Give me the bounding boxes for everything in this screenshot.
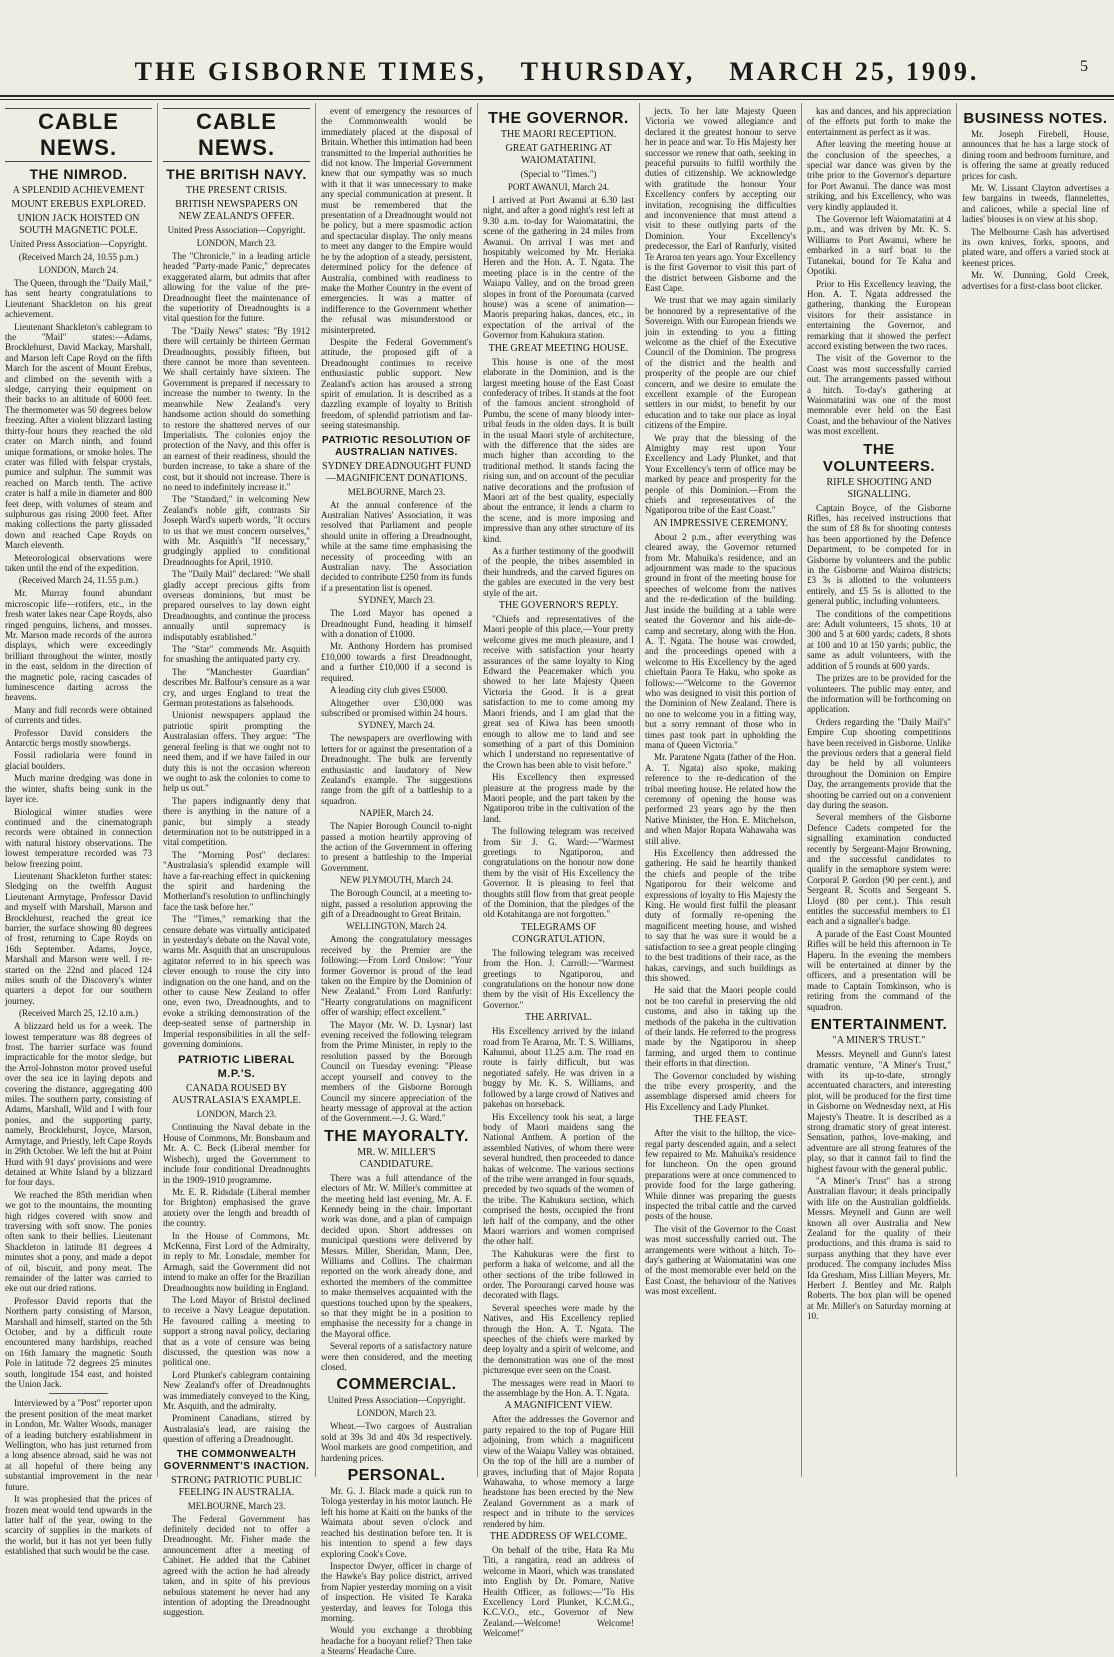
paragraph: Messrs. Meynell and Gunn's latest dramatic venture, "A Miner's Trust," with its up-to-date, strongly accentuated characters, and interesting plot, will be produced for the first time in Gisborne on Wednesday next, at His Majesty's Theatre. It is described as a strong dramatic story of great interest. Sensation, pathos, love-making, and adventure are all strong features of the play, so that it cannot fail to find the highest favour with the general public.: [807, 1049, 951, 1174]
paragraph: Interviewed by a "Post" reporter upon the present position of the meat market in London, Mr. Walter Woods, manager of a leading butchery establishment in Wellington, who has just returned from a long absence abroad, said he was not at all hopeful of there being any substantial improvement in the near future.: [5, 1398, 152, 1492]
paragraph: The Queen, through the "Daily Mail," has sent hearty congratulations to Lieutenant Shackleton on his great achievement.: [5, 278, 152, 320]
paragraph: At the annual conference of the Australian Natives' Association, it was resolved that Parliament and people should unite in offering a Dreadnought, while at the same time emphasising the necessity of proceeding with an Australian navy. The Association decided to contribute £250 from its funds if a presentation list is opened.: [321, 499, 472, 593]
paragraph: I arrived at Port Awanui at 6.30 last night, and after a good night's rest left at 9.30 a.m. to-day for Waiomatatini, the scene of the gathering in 24 miles from Awanui. On arrival I was met and hospitably welcomed by Mr. Heriaka Heren and the Hon. A. T. Ngata. The meeting place is in the centre of the Waiapu Valley, and on the broad green slopes in front of the Poroumata (carved house) was a scene of animation—Maoris preparing hakas, dances, etc., in expectation of the arrival of the Governor from Kahukura station.: [483, 195, 634, 341]
paragraph: Continuing the Naval debate in the House of Commons, Mr. Bonsbaum and Mr. A. C. Beck (Liberal member for Wisbech), urged the Government to include four conditional Dreadnoughts in the 1909-1910 programme.: [163, 1122, 310, 1185]
paragraph: Would you exchange a throbbing headache for a buoyant relief? Then take a Stearns' Headache Cure.: [321, 1625, 472, 1657]
paragraph: Among the congratulatory messages received by the Premier are the following:—From Lord Onslow: "Your former Governor is proud of the lead taken on the Empire by the Dominion of New Zealand." From Lord Ranfurly: "Hearty congratulations on magnificent offer of warship; effect excellent.": [321, 934, 472, 1018]
paragraph: Mr. G. J. Black made a quick run to Tologa yesterday in his motor launch. He left his home at Kaiti on the banks of the Waimata about seven o'clock and reached his destination before ten. It is his intention to spend a few days exploring Cook's Cove.: [321, 1486, 472, 1559]
paragraph: Orders regarding the "Daily Mail's" Empire Cup shooting competitions have been received in Gisborne. Unlike the previous orders that a general field day be held by all volunteers throughout the Dominion on Empire Day, the arrangements provide that the shooting be carried out on a convenient day during the season.: [807, 716, 951, 810]
section-heading: CABLE NEWS.: [163, 108, 310, 162]
paragraph: His Excellency then expressed pleasure at the progress made by the Maori people, and the part taken by the Ngatiporou tribe in the cultivation of the land.: [483, 772, 634, 824]
article-subheading: BRITISH NEWSPAPERS ON NEW ZEALAND'S OFFER.: [175, 199, 298, 222]
paragraph: After leaving the meeting house at the conclusion of the speeches, a special war dance was given by the tribe prior to the Governor's departure for Port Awanui. The dance was most striking, and his Excellency, who was very kindly applauded it.: [807, 139, 951, 212]
article-subheading: THE PRESENT CRISIS.: [185, 185, 288, 196]
article-subheading: A SPLENDID ACHIEVEMENT: [12, 185, 145, 196]
column-1: [0, 103, 158, 1557]
masthead-rule-thin: [0, 99, 1114, 100]
masthead-rule: [0, 95, 1114, 97]
dateline: MELBOURNE, March 23.: [347, 486, 446, 497]
paragraph: A blizzard held us for a week. The lowest temperature was 88 degrees of frost. The barrier surface was found impracticable for the motor sledge, but the Arrol-Johnston motor proved useful over the sea ice in laying depots and covering the distance, aggregating 400 miles. The southern party, consisting of Adams, Marshall, Wild and I with four ponies, and the supporting party, namely, Brocklehurst, Joyce, Marson, Armytage, and Priestly, left Cape Royds in 29th October. We left the hut at Point Hurd with 91 days' provisions and were detained at White Island by a blizzard for four days.: [5, 1021, 152, 1188]
paragraph: It was prophesied that the prices of frozen meat would tend upwards in the latter half of the year, owing to the scarcity of supplies in the markets of the world, but it has not yet been fully established that such would be the case.: [5, 1494, 152, 1557]
article-heading: BUSINESS NOTES.: [963, 110, 1108, 127]
paragraph: After the addresses the Governor and party repaired to the top of Pugare Hill adjoining, from which a magnificent view of the Waiapu Valley was obtained. On the top of the hill are a number of graves, including that of Major Ropata Wahawaha, to whose memory a large headstone has been erected by the New Zealand Government as a mark of respect and in tribute to the services rendered by him.: [483, 1414, 634, 1529]
paragraph: Mr. Paratene Ngata (father of the Hon. A. T. Ngata) also spoke, making reference to the re-dedication of the tribal meeting house. He related how the ceremony of opening the house was performed 23 years ago by the then Native Minister, the Hon. E. Mitchelson, and when Major Ropata Wahawaha was still alive.: [645, 752, 796, 846]
paragraph: The Governor left Waiomatatini at 4 p.m., and was driven by Mr. K. S. Williams to Port Awanui, where he embarked in a surf boat to the Tutanekai, bound for Te Kaha and Opotiki.: [807, 214, 951, 277]
paragraph: Mr. Murray found abundant microscopic life—rotifers, etc., in the fresh water lakes near Cape Royds, also ringed penguins, lichens, and mosses. Mr. Marson made records of the aurora displays, which were exceedingly brilliant throughout the winter, mostly in the east, seldom in the direction of the magnetic pole, racing cascades of luminescence darting across the heavens.: [5, 588, 152, 703]
paragraph: Captain Boyce, of the Gisborne Rifles, has received instructions that the sum of £8 8s for shooting contests has been apportioned by the Defence Department, to be competed for in Gisborne by volunteers and the public in the Gisborne and Wairoa districts; £3 3s is allotted to the volunteers entirely, and £5 5s is allotted to the general public, including volunteers.: [807, 502, 951, 607]
paragraph: Much marine dredging was done in the winter, shafts being sunk in the layer ice.: [5, 773, 152, 805]
article-subheading: TELEGRAMS OF CONGRATULATION.: [511, 921, 606, 945]
dateline: WELLINGTON, March 24.: [346, 921, 447, 932]
paragraph: His Excellency arrived by the inland road from Te Araroa, Mr. T. S. Williams, Kahunui, about 11.25 a.m. The road en route is fairly difficult, but was negotiated safely. He was driven in a buggy by Mr. K. S. Williams, and followed by a large crowd of Natives and pakehas on horseback.: [483, 1026, 634, 1110]
paragraph: Several speeches were made by the Natives, and His Excellency replied through the Hon. A. T. Ngata. The speeches of the chiefs were marked by deep loyalty and a spirit of welcome, and the demonstration was one of the most picturesque ever seen on the Coast.: [483, 1302, 634, 1376]
article-heading: THE GOVERNOR.: [488, 110, 629, 127]
column-5: [640, 103, 802, 1477]
column-4: [478, 103, 640, 1639]
press-credit: United Press Association—Copyright.: [167, 225, 306, 235]
paragraph: Mr. E. R. Ridsdale (Liberal member for Brighton) emphasised the grave anxiety over the length and breadth of the country.: [163, 1186, 310, 1229]
dateline: MELBOURNE, March 23.: [187, 1500, 286, 1511]
paragraph: As a further testimony of the goodwill of the people, the tribes assembled in their hundreds, and the carved figures on the gables are executed in the very best style of the art.: [483, 546, 634, 598]
article-subheading: AN IMPRESSIVE CEREMONY.: [652, 517, 789, 529]
paragraph: Lord Plunket's cablegram containing New Zealand's offer of Dreadnoughts was immediately conveyed to the King, Mr. Asquith, and the admiralty.: [163, 1369, 310, 1412]
received-note: (Received March 24, 10.55 p.m.): [18, 252, 139, 262]
paragraph: The Mayor (Mr. W. D. Lysnar) last evening received the following telegram from the Prime Minister, in reply to the resolution passed by the Borough Council on Tuesday evening: "Please accept yourself and convey to the members of the Gisborne Borough Council my sincere appreciation of the hearty message of approval at the action of the Government.—J. G. Ward.": [321, 1019, 472, 1124]
paragraph: Inspector Dwyer, officer in charge of the Hawke's Bay police district, arrived from Napier yesterday morning on a visit of inspection. He visited Te Karaka yesterday, and leaves for Tologa this morning.: [321, 1560, 472, 1623]
article-heading: THE BRITISH NAVY.: [166, 166, 307, 182]
paragraph: Mr. Anthony Hordern has promised £10,000 towards a first Dreadnought, and a further £10,000 if a second is required.: [321, 641, 472, 683]
paragraph: event of emergency the resources of the Commonwealth would be immediately placed at the disposal of Britain. Whether this intimation had been transmitted to the Imperial authorities he did not know. The Imperial Government knew that our sympathy was so much with it that it was unnecessary to make any special communication at present. It must be remembered that the presentation of a Dreadnought would not be policy, but a mere spasmodic action and spectacular display. The only means to meet any danger to the Empire would be by the adoption of a steady, persistent, determined policy for the defence of Australia, combined with readiness to make the Mother Country in the event of emergencies. It was a matter of indifference to the Government whether the refusal was misunderstood or misinterpreted.: [321, 106, 472, 335]
paragraph: The Lord Mayor has opened a Dreadnought Fund, heading it himself with a donation of £1000.: [321, 608, 472, 640]
paragraph: The "Chronicle," in a leading article headed "Party-made Panic," deprecates exaggerated alarm, but admits that after allowing for the value of the pre-Dreadnought fleet the maintenance of the superiority of Dreadnoughts is a vital question for the future.: [163, 251, 310, 324]
paragraph: "Chiefs and representatives of the Maori people of this place,—Your pretty welcome gives me much pleasure, and I receive with satisfaction your hearty assurances of the same loyalty to King Edward the Peacemaker which you showed to her late Majesty Queen Victoria the Good. It is a great satisfaction to me to come among my Maori friends, and I am glad that the great sea of Kiwa has been smooth enough to allow me to land and see something of a part of this Dominion which I understand no representative of the Crown has been able to visit before.": [483, 614, 634, 770]
article-subheading: MOUNT EREBUS EXPLORED.: [11, 199, 146, 210]
article-subheading: THE GOVERNOR'S REPLY.: [498, 600, 619, 612]
paragraph: The visit of the Governor to the Coast was most successfully carried out. The arrangements were without a hitch. To-day's gathering at Waiomatatini was one of the most memorable ever held on the East Coast, the behaviour of the Natives was most excellent.: [645, 1223, 796, 1297]
dateline: PORT AWANUI, March 24.: [507, 182, 610, 192]
paragraph: Mr. Joseph Firebell, House, announces that he has a large stock of dining room and bedroom furniture, and is offering the same at greatly reduced prices for cash.: [962, 129, 1109, 181]
paragraph: The conditions of the competitions are: Adult volunteers, 15 shots, 10 at 300 and 5 at 600 yards; cadets, 8 shots at 100 and 10 at 150 yards; public, the same as adult volunteers, with the addition of 5 rounds at 600 yards.: [807, 608, 951, 671]
paragraph: Wheat.—Two cargoes of Australian sold at 39s 3d and 40s 3d respectively. Wool markets are good competition, and hardening prices.: [321, 1421, 472, 1463]
paragraph: Meteorological observations were taken until the end of the expedition.: [5, 552, 152, 573]
paragraph: The papers indignantly deny that there is anything in the nature of a panic, but simply a steady determination not to be outstripped in a vital competition.: [163, 795, 310, 848]
paragraph: The "Daily Mail" declared: "We shall gladly accept precious gifts from overseas dominions, but must be prepared ourselves to lay down eight Dreadnoughts, and continue the process annually until supremacy is indisputably established.": [163, 569, 310, 642]
article-subheading: RIFLE SHOOTING AND SIGNALLING.: [826, 476, 932, 500]
paragraph: In the House of Commons, Mr. McKenna, First Lord of the Admiralty, in reply to Mr. Lonsdale, member for Armagh, said the Government did not intend to make an offer for the Brazilian Dreadnoughts now building in England.: [163, 1230, 310, 1293]
paragraph: The newspapers are overflowing with letters for or against the presentation of a Dreadnought. The bulk are fervently enthusiastic and laudatory of New Zealand's example. The suggestions range from the gift of a battleship to a squadron.: [321, 733, 472, 806]
paragraph: Many and full records were obtained of currents and tides.: [5, 704, 152, 726]
paragraph: Fossil radiolaria were found in glacial boulders.: [5, 750, 152, 771]
paragraph: He said that the Maori people could not be too careful in preserving the old customs, and also in taking up the methods of the pakeha in the cultivation of their lands. He referred to the progress made by the Ngatiporou in sheep farming, and urged them to continue their efforts in that direction.: [645, 985, 796, 1069]
article-subheading: THE MAORI RECEPTION.: [500, 129, 617, 140]
paragraph: Mr. W. Dunning, Gold Creek, advertises for a first-class boot clicker.: [962, 270, 1109, 291]
paragraph: The Napier Borough Council to-night passed a motion heartily approving of the action of the Government in offering to present a battleship to the Imperial Government.: [321, 821, 472, 873]
paragraph: The "Manchester Guardian" describes Mr. Balfour's censure as a war cry, and urges England to treat the German protestations as falsehoods.: [163, 666, 310, 709]
article-subheading: CANADA ROUSED BY AUSTRALASIA'S EXAMPLE.: [171, 1083, 302, 1107]
article-subheading: SYDNEY DREADNOUGHT FUND—MAGNIFICENT DONATIONS.: [322, 460, 471, 484]
dateline: SYDNEY, March 23.: [358, 595, 435, 606]
paragraph: About 2 p.m., after everything was cleared away, the Governor returned from Mr. Mahuika's residence, and an adjournment was made to the spacious ground in front of the meeting house for speeches of welcome from the natives and the re-dedication of the building. Just inside the building at a table were seated the Governor and his aide-de-camp and secretary, along with the Hon. A. T. Ngata. The house was crowded, and the proceedings opened with a welcome to His Excellency by the aged chieftain Paora Te Haku, who spoke as follows:—"Welcome to the Governor who was designed to visit this portion of the Dominion of New Zealand. There is no one to welcome you in a fitting way, but a sorry remnant of those who in times past took part in upholding the mana of Queen Victoria.": [645, 531, 796, 750]
paragraph: The Lord Mayor of Bristol declined to receive a Navy League deputation. He favoured calling a meeting to support a strong naval policy, declaring that as a vote of censure was being discussed, the question was now a political one.: [163, 1294, 310, 1368]
paragraph: Prior to His Excellency leaving, the Hon. A. T. Ngata addressed the gathering, thanking the European visitors for their assistance in entertaining the Governor, and remarking that it showed the perfect accord existing between the two races.: [807, 278, 951, 351]
masthead-day: THURSDAY,: [520, 57, 696, 86]
paragraph: This house is one of the most elaborate in the Dominion, and is the largest meeting house of the East Coast confederacy of tribes. It stands at the foot of the famous ancient stronghold of Pumbu, the scene of many bloody inter-tribal feuds in the olden days. It is built in the usual Maori style of architecture, with the difference that the sides are much higher than according to the traditional method. It stands facing the rising sun, and on account of the peculiar native decorations and the profusion of Maori art of the best quality, especially about the entrance, it lends a charm to the scene, and is more imposing and impressive than any other structure of its kind.: [483, 356, 635, 544]
paragraph: The following telegram was received from the Hon. J. Carroll:—"Warmest greetings to Ngatiporou, and congratulations on the honour now done them by the visit of His Excellency the Governor.": [483, 947, 634, 1010]
paragraph: His Excellency then addressed the gathering. He said he heartily thanked the chiefs and people of the tribe Ngatiporou for their welcome and expressions of loyalty to His Majesty the King. He would first fulfil the pleasant duty of formally re-opening the magnificent meeting house, and wished to say that he was sure it would be a satisfaction to see a great people clinging to the best traditions of their race, as the hakas, carvings, and such buildings as this showed.: [645, 848, 796, 983]
paragraph: We reached the 85th meridian when we got to the mountains, the mounting high ridges covered with snow and traversing with soft snow. The ponies often sank to their bellies. Lieutenant Shackleton in latitude 81 degrees 4 minutes shot a pony, and made a depot of oil, biscuit, and pony meat. The remainder of the latter was carried to eke out our dried rations.: [5, 1189, 152, 1294]
masthead-date: MARCH 25, 1909.: [729, 57, 980, 86]
paragraph: The "Daily News" states: "By 1912 there will certainly be thirteen German Dreadnoughts, possibly fifteen, but there cannot be more than seventeen. We shall certainly have sixteen. The Government is prepared if necessary to increase the number to twenty. In the meanwhile New Zealand's very handsome action should do something to restore the shattered nerves of our Imperialists. The colonies enjoy the protection of the Navy, and this offer is an earnest of their readiness, should the burden increase, to take a share of the cost, but it should not increase. There is no need to indefinitely increase it.": [163, 325, 310, 492]
article-subheading: A MAGNIFICENT VIEW.: [504, 1400, 613, 1412]
paragraph: The "Standard," in welcoming New Zealand's noble gift, contrasts Sir Joseph Ward's superb words, "It occurs to us that we must concern ourselves," with Mr. Asquith's "If necessary," grudgingly applied to conditional Dreadnoughts for April, 1910.: [163, 494, 310, 567]
dateline: LONDON, March 23.: [196, 1109, 277, 1120]
press-credit: United Press Association—Copyright.: [9, 239, 148, 249]
paragraph: There was a full attendance of the electors of Mr. W. Miller's committee at the meeting held last evening, Mr. A. F. Kennedy being in the chair. Important work was done, and a plan of campaign decided upon. Short addresses on municipal questions were delivered by Messrs. Miller, Sheridan, Mann, Dee, Williams and Collins. The chairman reported on the work already done, and exhorted the members of the committee to make themselves acquainted with the questions touched upon by the speakers, so that they might be in a position to emphasise the necessity for a change in the Mayoral office.: [321, 1172, 472, 1339]
columns: [0, 103, 1114, 1657]
dateline: SYDNEY, March 24.: [358, 720, 435, 731]
article-subheading: THE ARRIVAL.: [524, 1012, 593, 1024]
received-note: (Received March 25, 12.10 a.m.): [19, 1008, 138, 1019]
paragraph: Biological winter studies were continued and the cinematograph records were obtained in connection with natural history observations. The lowest temperature recorded was 73 below freezing point.: [5, 806, 152, 869]
masthead: [0, 52, 1114, 92]
article-subheading: "A MINER'S TRUST.": [832, 1035, 926, 1047]
article-subheading: THE ADDRESS OF WELCOME.: [489, 1530, 628, 1542]
paragraph: The "Morning Post" declares: "Australasia's splendid example will have a far-reaching effect in quickening the spirit and hardening the Motherland's resolution to unflinchingly face the task before her.": [163, 849, 310, 912]
article-heading: COMMERCIAL.: [336, 1376, 457, 1394]
paragraph: On behalf of the tribe, Hata Ra Mu Titi, a rangatira, read an address of welcome in Maori, which was translated into English by Dr. Pomare, Native Health Officer, as follows:—"To His Excellency Lord Plunket, K.C.M.G., K.C.V.O., etc., Governor of New Zealand.—Welcome! Welcome! Welcome!": [483, 1544, 634, 1639]
article-heading: ENTERTAINMENT.: [810, 1016, 948, 1034]
paragraph: Mr. W. Lissant Clayton advertises a few bargains in tweeds, flannelettes, and calicoes, while a special line of ladies' blouses is on view at his shop.: [962, 183, 1109, 225]
article-heading: PATRIOTIC LIBERAL M.P.'S.: [178, 1054, 295, 1081]
paragraph: The "Star" commends Mr. Asquith for smashing the antiquated party cry.: [163, 644, 310, 665]
special-note: (Special to "Times."): [520, 169, 597, 179]
paragraph: The messages were read in Maori to the assemblage by the Hon. A. T. Ngata.: [483, 1377, 634, 1399]
column-2: [158, 103, 316, 1618]
separator-rule: [49, 1393, 108, 1394]
paragraph: His Excellency took his seat, a large body of Maori maidens sang the National Anthem. A portion of the assembled Natives, of whom there were several hundred, then proceeded to dance hakas of welcome. The various sections of the tribe were arranged in four squads, preceded by two squads of the women of the tribe. The Kahukura section, which comprised the hosts, occupied the front left half of the company, and the other Maori warriors and women comprised the other half.: [483, 1111, 634, 1247]
paragraph: We pray that the blessing of the Almighty may rest upon Your Excellency and Lady Plunket, and that Your Excellency's term of office may be marked by peace and prosperity for the people of this Dominion.—From the chiefs and representatives of the Ngatiporou tribe of the East Coast.": [645, 432, 796, 516]
dateline: LONDON, March 23.: [356, 1408, 437, 1419]
paragraph: Several members of the Gisborne Defence Cadets competed for the signalling examination conducted recently by Sergeant-Major Browning, and the successful candidates to qualify in the semaphore system were: Corporal P. Gordon (90 per cent.), and Sergeant R. Scotts and Sergeant S. Lloyd (80 per cent.). This result entitles the successful members to £1 each and a signaller's badge.: [807, 812, 951, 927]
article-heading: THE VOLUNTEERS.: [822, 440, 936, 475]
article-subheading: MR. W. MILLER'S CANDIDATURE.: [357, 1146, 436, 1170]
section-heading: CABLE NEWS.: [5, 108, 152, 162]
received-note: (Received March 24, 11.55 p.m.): [18, 575, 139, 586]
paragraph: A parade of the East Coast Mounted Rifles will be held this afternoon in Te Haperu. In the evening the members will be entertained at dinner by the officers, and a presentation will be made to Captain Tomkinson, who is retiring from the command of the squadron.: [807, 928, 951, 1012]
paragraph: The Federal Government has definitely decided not to offer a Dreadnought. Mr. Fisher made the announcement after a meeting of Cabinet. He added that the Cabinet agreed with the action he had already taken, and in spite of his previous nebulous statement he never had any intention of adopting the Dreadnought suggestion.: [163, 1513, 310, 1618]
article-subheading: UNION JACK HOISTED ON SOUTH MAGNETIC POLE.: [17, 213, 140, 236]
paragraph: The "Times," remarking that the censure debate was virtually anticipated in yesterday's debate on the Naval vote, warns Mr. Asquith that an unscrupulous agitator referred to in his speech was clever enough to rouse the city into indignation on the one hand, and on the other to cause New Zealand to offer one, even two, Dreadnoughts, and to evoke a striking demonstration of the deep-seated sense of partnership in Imperial responsibilities in all the self-governing dominions.: [163, 914, 310, 1050]
paragraph: The Borough Council, at a meeting to-night, passed a resolution approving the gift of a Dreadnought to Great Britain.: [321, 888, 472, 919]
paragraph: jects. To her late Majesty Queen Victoria we vowed allegiance and declared it the greatest honour to serve her in peace and war. To His Majesty her successor we renew that oath, seeking in peaceful pursuits to fulfil worthily the duties of citizenship. We acknowledge with gratitude the honour Your Excellency confers by accepting our invitation, recognising the difficulties and inconvenience that must attend a visit to these outlying parts of the Dominion. Your Excellency's predecessor, the Earl of Ranfurly, visited Te Araroa ten years ago. Your Excellency is the first Governor to visit this part of the district between Gisborne and the East Cape.: [645, 106, 796, 293]
paragraph: Several reports of a satisfactory nature were then considered, and the meeting closed.: [321, 1341, 472, 1373]
column-7: [957, 103, 1114, 1477]
dateline: NEW PLYMOUTH, March 24.: [339, 875, 454, 886]
paragraph: Lieutenant Shackleton's cablegram to the "Mail" states:—Adams, Brocklehurst, David Mackay, Marshall, and Marson left Cape Royd on the fifth March for the ascent of Mount Erebus, and climbed on the seventh with a sledge, carrying their equipment on their backs to an altitude of 6000 feet. The thermometer was 50 degrees below freezing. After a violent blizzard lasting thirty-four hours they reached the old crater on March ninth, and found unique formations, or smoke holes. The crater was filled with felspar crystals, pumice and sulphur. The summit was reached on March tenth. The active crater is half a mile in diameter and 800 feet deep, with volumes of steam and sulphurous gas rising 2000 feet. After making collections the party glissaded down and reached Cape Royds on March eleventh.: [5, 321, 152, 551]
paragraph: Lieutenant Shackleton further states: Sledging on the twelfth August Lieutenant Armytage, Professor David and myself with Marshall, Marson and Brocklehurst, reached the great ice barrier, the surface showing 80 degrees of frost, returning to Cape Royds on 16th September. Adams, Joyce, Marshall and Marson were well. I re-started on the 22nd and placed 124 miles south of the Discovery's winter quarters a depot for our southern journey.: [5, 870, 152, 1006]
dateline: NAPIER, March 24.: [359, 808, 434, 819]
article-heading: PATRIOTIC RESOLUTION OF AUSTRALIAN NATIVES.: [322, 434, 471, 458]
dateline: LONDON, March 23.: [196, 238, 277, 248]
article-subheading: GREAT GATHERING AT WAIOMATATINI.: [505, 143, 612, 166]
paragraph: The visit of the Governor to the Coast was most successfully carried out. The arrangements passed without a hitch. To-day's gathering at Waiomatatini was one of the most memorable ever held on the East Coast, and the behaviour of the Natives was most excellent.: [807, 353, 951, 437]
masthead-title: THE GISBORNE TIMES,: [134, 57, 487, 86]
paragraph: The Governor concluded by wishing the tribe every prosperity, and the assemblage dispersed amid cheers for His Excellency and Lady Plunket.: [645, 1070, 796, 1112]
paragraph: We trust that we may again similarly be honoured by a representative of the Sovereign. With our European friends we join in extending to you a fitting welcome as the chief of the Executive Council of the Dominion. The progress of the district and the health and prosperity of the people are our chief concern, and we desire to emulate the excellent example of the European settlers in our midst, to benefit by our education and to take our place as loyal citizens of the Empire.: [645, 295, 796, 431]
paragraph: Unionist newspapers applaud the patriotic spirit prompting the Australasian offers. They argue: "The general feeling is that we ought not to need them, and if we have failed in our duty this is not the occasion whereon we ought to ask the colonies to come to help us out.": [163, 710, 310, 794]
paragraph: A leading city club gives £5000.: [330, 685, 448, 696]
article-subheading: THE FEAST.: [693, 1114, 748, 1126]
press-credit: United Press Association—Copyright.: [327, 1395, 466, 1406]
article-heading: PERSONAL.: [347, 1467, 446, 1485]
dateline: LONDON, March 24.: [38, 265, 119, 275]
column-6: [802, 103, 957, 1477]
paragraph: Altogether over £30,000 was subscribed or promised within 24 hours.: [321, 697, 472, 718]
article-subheading: STRONG PATRIOTIC PUBLIC FEELING IN AUSTRALIA.: [171, 1474, 302, 1498]
article-subheading: THE GREAT MEETING HOUSE.: [488, 342, 629, 354]
paragraph: "A Miner's Trust" has a strong Australian flavour; it deals principally with life on the Australian goldfields. Messrs. Meynell and Gunn are well known all over Australia and New Zealand for the quality of their productions, and this drama is said to surpass anything that they have ever produced. The company includes Miss Ida Gresham, Miss Lillian Meyers, Mr. Herbert J. Bentley and Mr. Ralph Roberts. The box plan will be opened at Mr. Miller's on Saturday morning at 10.: [807, 1175, 951, 1322]
paragraph: The prizes are to be provided for the volunteers. The public may enter, and the information will be forthcoming on application.: [807, 673, 951, 715]
page-number: 5: [1080, 58, 1088, 75]
paragraph: The Kahukuras were the first to perform a haka of welcome, and all the other sections of the tribe followed in order. The Porourangi carved house was decorated with flags.: [483, 1248, 634, 1301]
paragraph: Professor David reports that the Northern party consisting of Marson, Marshall and himself, started on the 5th October, and by a difficult route encountered many hardships, reached on 16th January the magnetic South Pole in latitude 72 degrees 25 minutes south, longitude 154 east, and hoisted the Union Jack.: [5, 1295, 152, 1390]
paragraph: The Melbourne Cash has advertised its own knives, forks, spoons, and plated ware, and offers a varied stock at keenest prices.: [962, 226, 1109, 268]
article-heading: THE MAYORALTY.: [324, 1127, 469, 1145]
paragraph: After the visit to the hilltop, the vice-regal party descended again, and a select few repaired to Mr. Mahuika's residence for luncheon. On the open ground preparations were at once commenced to provide food for the large gathering. While dinner was preparing the guests inspected the tribal cattle and the carved posts of the house.: [645, 1128, 796, 1222]
paragraph: kas and dances, and his appreciation of the efforts put forth to make the entertainment as perfect as it was.: [807, 106, 951, 137]
paragraph: The following telegram was received from Sir J. G. Ward:—"Warmest greetings to Ngatiporou, and congratulations on the honour now done them by the visit of His Excellency the Governor. It is pleasing to feel that thoughts still flow from that great people of the Dominion, that the pledges of the old Kotahitanga are not forgotten.": [483, 826, 634, 920]
paragraph: Prominent Canadians, stirred by Australasia's lead, are raising the question of offering a Dreadnought.: [163, 1413, 310, 1445]
article-heading: THE NIMROD.: [29, 166, 128, 182]
column-3: [316, 103, 478, 1657]
paragraph: Professor David considers the Antarctic bergs mostly snowbergs.: [5, 727, 152, 749]
article-heading: THE COMMONWEALTH GOVERNMENT'S INACTION.: [163, 1448, 310, 1472]
paragraph: Despite the Federal Government's attitude, the proposed gift of a Dreadnought continues to receive enthusiastic public support. New Zealand's action has aroused a strong spirit of emulation. It is described as a dazzling example of loyalty to British freedom, of splendid patriotism and far-seeing statesmanship.: [321, 336, 472, 431]
